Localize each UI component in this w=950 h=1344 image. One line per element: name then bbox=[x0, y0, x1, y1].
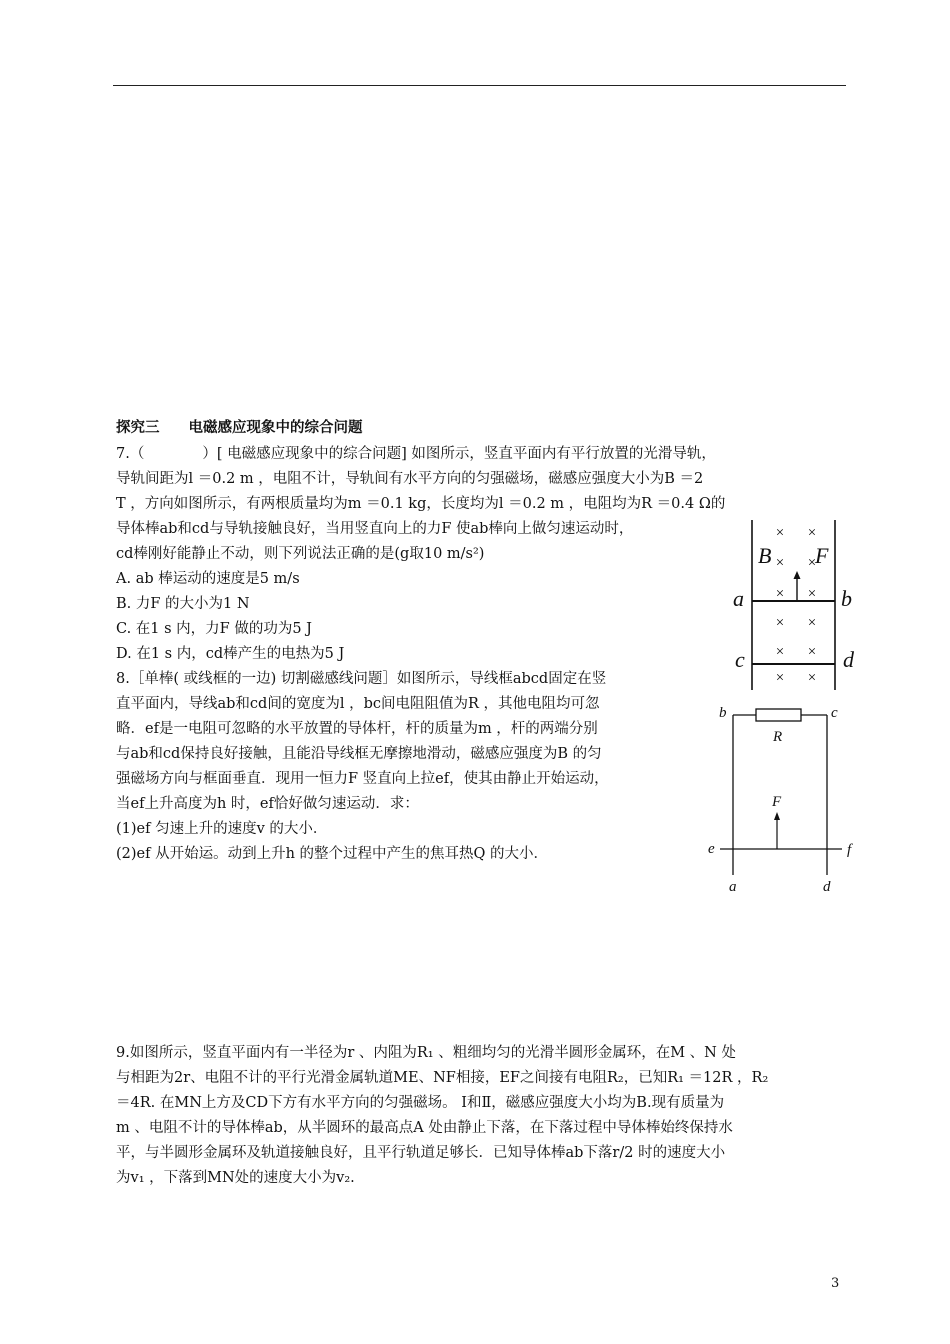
q7-line-5: cd棒刚好能静止不动，则下列说法正确的是(g取10 m/s²) bbox=[116, 546, 485, 562]
q7-figure bbox=[728, 518, 868, 693]
q7-cross: × bbox=[775, 586, 785, 602]
q8-line-6: 当ef上升高度为h 时，ef恰好做匀速运动．求： bbox=[116, 796, 419, 812]
q9-line-4: m 、电阻不计的导体棒ab，从半圆环的最高点A 处由静止下落，在下落过程中导体棒始终保持水 bbox=[116, 1120, 733, 1136]
q8-line-8: (2)ef 从开始运。动到上升h 的整个过程中产生的焦耳热Q 的大小． bbox=[116, 846, 549, 862]
q8-line-1: 8.［单棒( 或线框的一边) 切割磁感线问题］如图所示，导线框abcd固定在竖 bbox=[116, 671, 607, 687]
q9-line-6: 为v₁ ，下落到MN处的速度大小为v₂. bbox=[116, 1170, 355, 1186]
q7-cross: × bbox=[807, 525, 817, 541]
q7-cross: × bbox=[807, 615, 817, 631]
q7-label-b: b bbox=[841, 586, 852, 611]
q8-label-e: e bbox=[708, 841, 715, 857]
q7-label-c: c bbox=[735, 647, 745, 672]
q7-option-a: A. ab 棒运动的速度是5 m/s bbox=[116, 571, 300, 587]
q7-label-B: B bbox=[758, 543, 772, 568]
q7-line-1: 7.（ ）[ 电磁感应现象中的综合问题] 如图所示，竖直平面内有平行放置的光滑导轨， bbox=[116, 446, 716, 462]
q8-label-b: b bbox=[719, 705, 727, 721]
q7-cross: × bbox=[775, 644, 785, 660]
q7-cross: × bbox=[807, 586, 817, 602]
q9-line-1: 9.如图所示，竖直平面内有一半径为r 、内阻为R₁ 、粗细均匀的光滑半圆形金属环，在M 、N 处 bbox=[116, 1045, 736, 1061]
q8-line-2: 直平面内，导线ab和cd间的宽度为l ，bc间电阻阻值为R ，其他电阻均可忽 bbox=[116, 696, 600, 712]
q8-line-4: 与ab和cd保持良好接触，且能沿导线框无摩擦地滑动，磁感应强度为B 的匀 bbox=[116, 746, 602, 762]
q8-label-c: c bbox=[831, 705, 838, 721]
section-title: 探究三 电磁感应现象中的综合问题 bbox=[116, 420, 363, 436]
q7-option-d: D. 在1 s 内，cd棒产生的电热为5 J bbox=[116, 646, 345, 662]
q7-cross: × bbox=[807, 644, 817, 660]
q7-line-2: 导轨间距为l ＝0.2 m ，电阻不计，导轨间有水平方向的匀强磁场，磁感应强度大小为B ＝2 bbox=[116, 471, 704, 487]
header-rule bbox=[113, 85, 846, 86]
q7-label-d: d bbox=[843, 647, 854, 672]
q8-figure bbox=[705, 700, 870, 895]
q7-option-b: B. 力F 的大小为1 N bbox=[116, 596, 250, 612]
page-number: 3 bbox=[831, 1276, 840, 1291]
q8-label-R: R bbox=[773, 729, 783, 745]
q7-label-a: a bbox=[733, 586, 744, 611]
q7-cross: × bbox=[807, 555, 817, 571]
q8-line-5: 强磁场方向与框面垂直．现用一恒力F 竖直向上拉ef，使其由静止开始运动， bbox=[116, 771, 609, 787]
q7-label-F: F bbox=[815, 543, 829, 568]
q7-cross: × bbox=[807, 670, 817, 686]
q7-cross: × bbox=[775, 615, 785, 631]
q7-line-4: 导体棒ab和cd与导轨接触良好，当用竖直向上的力F 使ab棒向上做匀速运动时， bbox=[116, 521, 634, 537]
q8-label-a: a bbox=[729, 879, 737, 895]
q9-line-2: 与相距为2r、电阻不计的平行光滑金属轨道ME、NF相接，EF之间接有电阻R₂，已知R₁ ＝12R ，R₂ bbox=[116, 1070, 769, 1086]
q8-label-d: d bbox=[823, 879, 831, 895]
q8-label-f: f bbox=[847, 842, 852, 858]
q7-cross: × bbox=[775, 555, 785, 571]
q7-cross: × bbox=[775, 525, 785, 541]
q8-label-F: F bbox=[772, 794, 782, 810]
q8-line-3: 略．ef是一电阻可忽略的水平放置的导体杆，杆的质量为m ，杆的两端分别 bbox=[116, 721, 598, 737]
q7-cross: × bbox=[775, 670, 785, 686]
q7-line-3: T ，方向如图所示，有两根质量均为m ＝0.1 kg，长度均为l ＝0.2 m ，电阻均为R ＝0.4 Ω的 bbox=[116, 496, 726, 512]
q9-line-5: 平，与半圆形金属环及轨道接触良好，且平行轨道足够长．已知导体棒ab下落r/2 时的速度大小 bbox=[116, 1145, 726, 1161]
q9-line-3: ＝4R. 在MN上方及CD下方有水平方向的匀强磁场。 Ⅰ和Ⅱ，磁感应强度大小均为B.现有质量为 bbox=[116, 1095, 725, 1111]
q7-option-c: C. 在1 s 内，力F 做的功为5 J bbox=[116, 621, 312, 637]
q8-line-7: (1)ef 匀速上升的速度v 的大小． bbox=[116, 821, 328, 837]
